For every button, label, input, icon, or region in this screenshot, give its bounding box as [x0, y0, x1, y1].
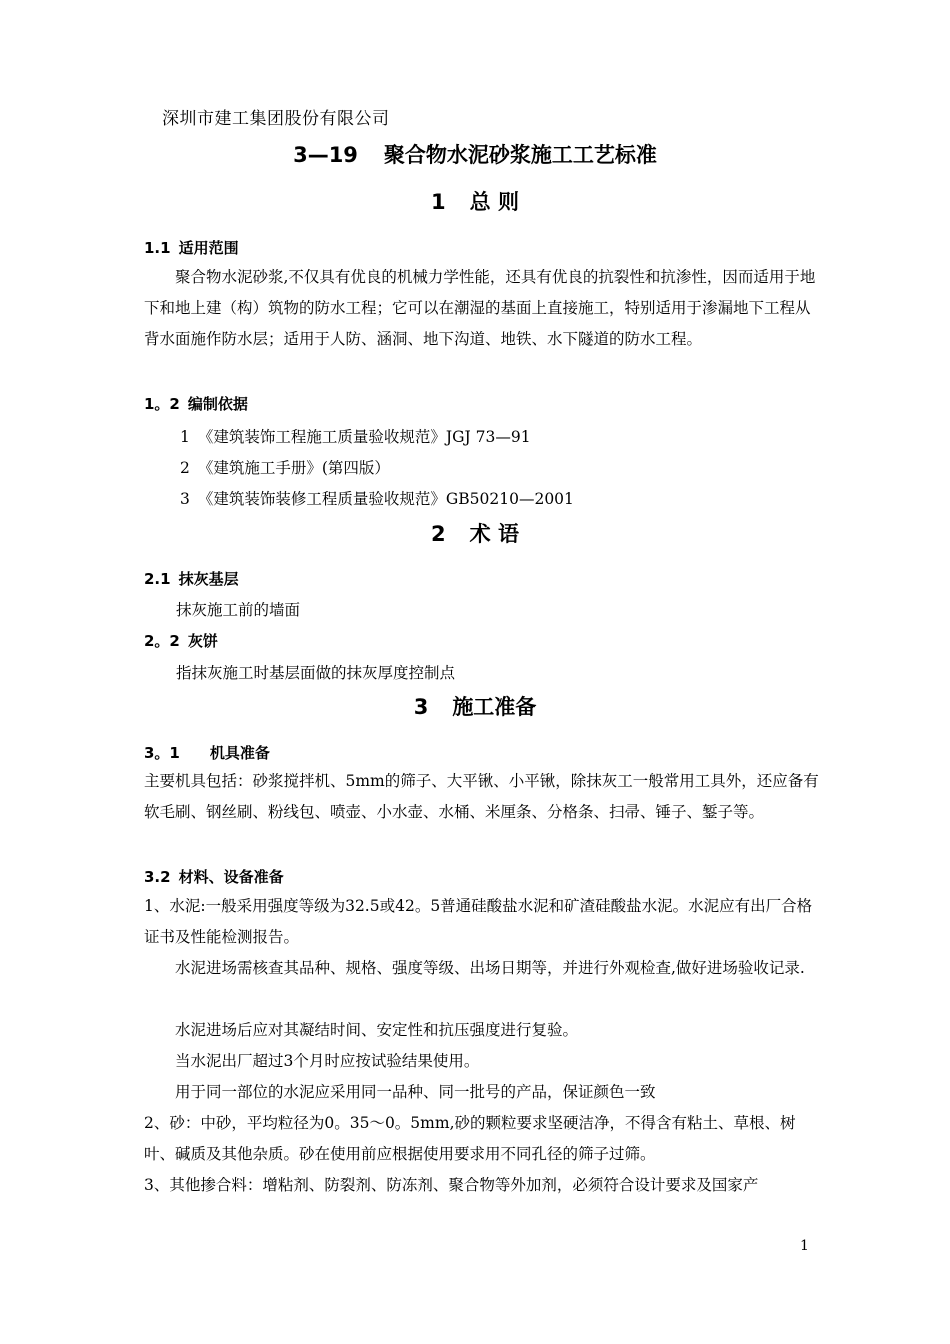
section-2-2-heading [144, 630, 218, 651]
section-title: 抹灰基层 [178, 570, 239, 588]
chapter-1-heading [0, 186, 950, 216]
chapter-3-heading [0, 691, 950, 721]
section-2-1-heading [144, 568, 239, 589]
section-1-2-heading [144, 393, 248, 414]
chapter-2-heading [0, 518, 950, 548]
section-1-1-heading [144, 237, 239, 258]
chapter-number: 3 [413, 695, 429, 719]
reference-number: 3 [180, 490, 190, 508]
material-admixture-text: 3、其他掺合料：增粘剂、防裂剂、防冻剂、聚合物等外加剂，必须符合设计要求及国家产 [144, 1176, 759, 1194]
section-number: 1.1 [144, 239, 171, 257]
page-number: 1 [800, 1238, 809, 1254]
section-title: 灰饼 [187, 632, 218, 650]
chapter-title: 术 语 [469, 522, 519, 546]
section-title: 材料、设备准备 [178, 868, 284, 886]
reference-text: 《建筑装饰工程施工质量验收规范》JGJ 73—91 [197, 428, 531, 446]
document-title-text: 聚合物水泥砂浆施工工艺标准 [383, 143, 657, 167]
chapter-number: 1 [431, 190, 446, 214]
material-cement-text: 1、水泥:一般采用强度等级为32.5或42。5普通硅酸盐水泥和矿渣硅酸盐水泥。水泥应有出厂合格证书及性能检测报告。 [144, 897, 813, 946]
document-title [0, 139, 950, 169]
section-3-2-heading [144, 866, 284, 887]
material-sand-text: 2、砂：中砂，平均粒径为0。35～0。5mm,砂的颗粒要求坚硬洁净，不得含有粘土、草根、树叶、碱质及其他杂质。砂在使用前应根据使用要求用不同孔径的筛子过筛。 [144, 1114, 796, 1163]
section-number: 1。2 [144, 395, 180, 413]
reference-number: 1 [180, 428, 190, 446]
reference-item [180, 456, 390, 478]
reference-item [180, 425, 531, 447]
section-title: 机具准备 [209, 744, 270, 762]
reference-item [180, 487, 574, 509]
reference-text: 《建筑装饰装修工程质量验收规范》GB50210—2001 [197, 490, 574, 508]
cement-expiry-text: 当水泥出厂超过3个月时应按试验结果使用。 [175, 1052, 480, 1070]
section-title: 适用范围 [178, 239, 239, 257]
cement-inspection-text: 水泥进场需核查其品种、规格、强度等级、出场日期等，并进行外观检查,做好进场验收记录. [175, 959, 805, 977]
section-number: 2。2 [144, 632, 180, 650]
company-header: 深圳市建工集团股份有限公司 [162, 109, 390, 129]
section-number: 2.1 [144, 570, 171, 588]
cement-retest-text: 水泥进场后应对其凝结时间、安定性和抗压强度进行复验。 [175, 1021, 579, 1039]
chapter-title: 施工准备 [452, 695, 537, 719]
section-1-1-text: 聚合物水泥砂浆,不仅具有优良的机械力学性能，还具有优良的抗裂性和抗渗性，因而适用于地下和地上建（构）筑物的防水工程；它可以在潮湿的基面上直接施工，特别适用于渗漏地下工程从背水面施作防水层；适用于人防、涵洞、地下沟道、地铁、水下隧道的防水工程。 [144, 268, 816, 348]
cement-consistency-text: 用于同一部位的水泥应采用同一品种、同一批号的产品，保证颜色一致 [175, 1083, 656, 1101]
section-2-1-text: 抹灰施工前的墙面 [176, 601, 301, 619]
reference-text: 《建筑施工手册》(第四版） [197, 459, 390, 477]
reference-number: 2 [180, 459, 190, 477]
chapter-number: 2 [431, 522, 446, 546]
document-number: 3—19 [293, 143, 358, 167]
section-number: 3。1 [144, 744, 180, 762]
section-3-1-heading [144, 742, 270, 763]
section-3-1-text: 主要机具包括：砂浆搅拌机、5mm的筛子、大平锹、小平锹，除抹灰工一般常用工具外，还应备有软毛刷、钢丝刷、粉线包、喷壶、小水壶、水桶、米厘条、分格条、扫帚、锤子、錾子等。 [144, 772, 819, 821]
section-title: 编制依据 [187, 395, 248, 413]
section-number: 3.2 [144, 868, 171, 886]
section-2-2-text: 指抹灰施工时基层面做的抹灰厚度控制点 [176, 664, 456, 682]
chapter-title: 总 则 [469, 190, 519, 214]
